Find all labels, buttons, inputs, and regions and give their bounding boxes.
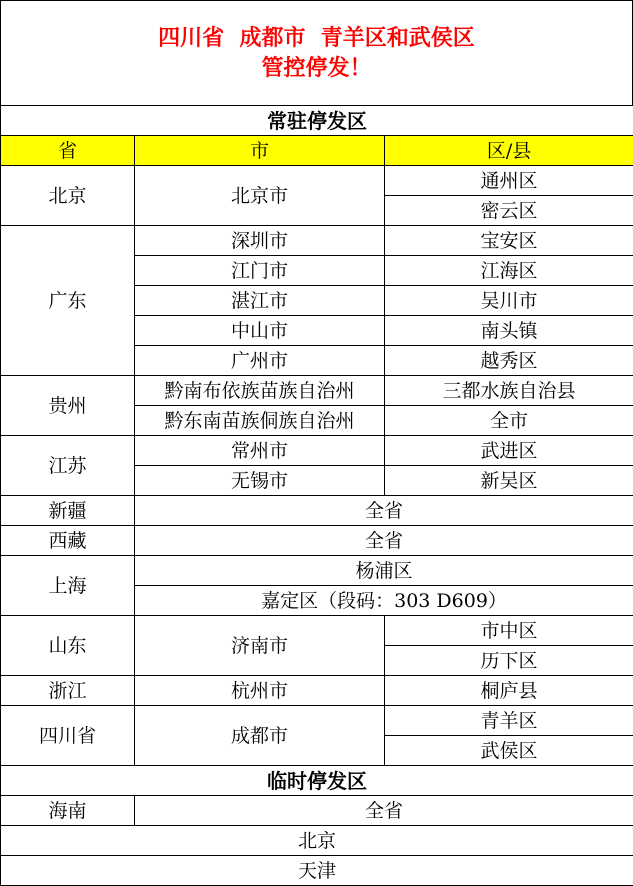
- district-cell: 武进区: [385, 436, 633, 466]
- city-cell: 黔南布依族苗族自治州: [135, 376, 385, 406]
- city-cell: 常州市: [135, 436, 385, 466]
- table-row: [1, 496, 633, 526]
- section-row-temporary: [1, 766, 633, 796]
- city-cell: 湛江市: [135, 286, 385, 316]
- district-cell: 越秀区: [385, 346, 633, 376]
- district-cell: 密云区: [385, 196, 633, 226]
- province-cell: 四川省: [1, 706, 135, 766]
- scope-cell: 全省: [135, 496, 633, 526]
- scope-cell: 全省: [135, 796, 633, 826]
- province-cell: 浙江: [1, 676, 135, 706]
- section-title-temporary: 临时停发区: [1, 766, 633, 796]
- province-cell: 上海: [1, 556, 135, 616]
- province-cell: 新疆: [1, 496, 135, 526]
- city-cell: 北京市: [135, 166, 385, 226]
- district-cell: 桐庐县: [385, 676, 633, 706]
- notice-title-line1: 四川省 成都市 青羊区和武侯区: [158, 23, 475, 53]
- city-cell: 成都市: [135, 706, 385, 766]
- district-cell: 江海区: [385, 256, 633, 286]
- district-cell: 宝安区: [385, 226, 633, 256]
- section-row-regular: [1, 106, 633, 136]
- section-title-regular: 常驻停发区: [1, 106, 633, 136]
- district-cell: 全市: [385, 406, 633, 436]
- district-cell: 武侯区: [385, 736, 633, 766]
- temp-region-cell: 天津: [1, 856, 633, 886]
- district-cell: 吴川市: [385, 286, 633, 316]
- table-row: [1, 376, 633, 406]
- scope-cell: 嘉定区（段码：303 D609）: [135, 586, 633, 616]
- table-row: [1, 676, 633, 706]
- notice-title: [0, 0, 633, 105]
- table-row: [1, 226, 633, 256]
- district-cell: 历下区: [385, 646, 633, 676]
- city-cell: 无锡市: [135, 466, 385, 496]
- city-cell: 深圳市: [135, 226, 385, 256]
- table-row: [1, 706, 633, 736]
- table-row: [1, 826, 633, 856]
- scope-cell: 杨浦区: [135, 556, 633, 586]
- province-cell: 北京: [1, 166, 135, 226]
- table-row: [1, 856, 633, 886]
- city-cell: 广州市: [135, 346, 385, 376]
- table-row: [1, 436, 633, 466]
- district-cell: 南头镇: [385, 316, 633, 346]
- district-cell: 青羊区: [385, 706, 633, 736]
- header-row: [1, 136, 633, 166]
- city-cell: 黔东南苗族侗族自治州: [135, 406, 385, 436]
- table-row: [1, 556, 633, 586]
- province-cell: 江苏: [1, 436, 135, 496]
- province-cell: 广东: [1, 226, 135, 376]
- province-cell: 贵州: [1, 376, 135, 436]
- temp-region-cell: 北京: [1, 826, 633, 856]
- table-row: [1, 796, 633, 826]
- province-cell: 海南: [1, 796, 135, 826]
- header-city: 市: [135, 136, 385, 166]
- city-cell: 江门市: [135, 256, 385, 286]
- district-cell: 市中区: [385, 616, 633, 646]
- suspension-table: [0, 105, 633, 886]
- table-row: [1, 166, 633, 196]
- notice-title-line2: 管控停发！: [261, 53, 371, 83]
- table-row: [1, 616, 633, 646]
- district-cell: 三都水族自治县: [385, 376, 633, 406]
- scope-cell: 全省: [135, 526, 633, 556]
- header-district: 区/县: [385, 136, 633, 166]
- header-province: 省: [1, 136, 135, 166]
- city-cell: 杭州市: [135, 676, 385, 706]
- table-row: [1, 526, 633, 556]
- city-cell: 中山市: [135, 316, 385, 346]
- province-cell: 山东: [1, 616, 135, 676]
- province-cell: 西藏: [1, 526, 135, 556]
- district-cell: 通州区: [385, 166, 633, 196]
- district-cell: 新吴区: [385, 466, 633, 496]
- city-cell: 济南市: [135, 616, 385, 676]
